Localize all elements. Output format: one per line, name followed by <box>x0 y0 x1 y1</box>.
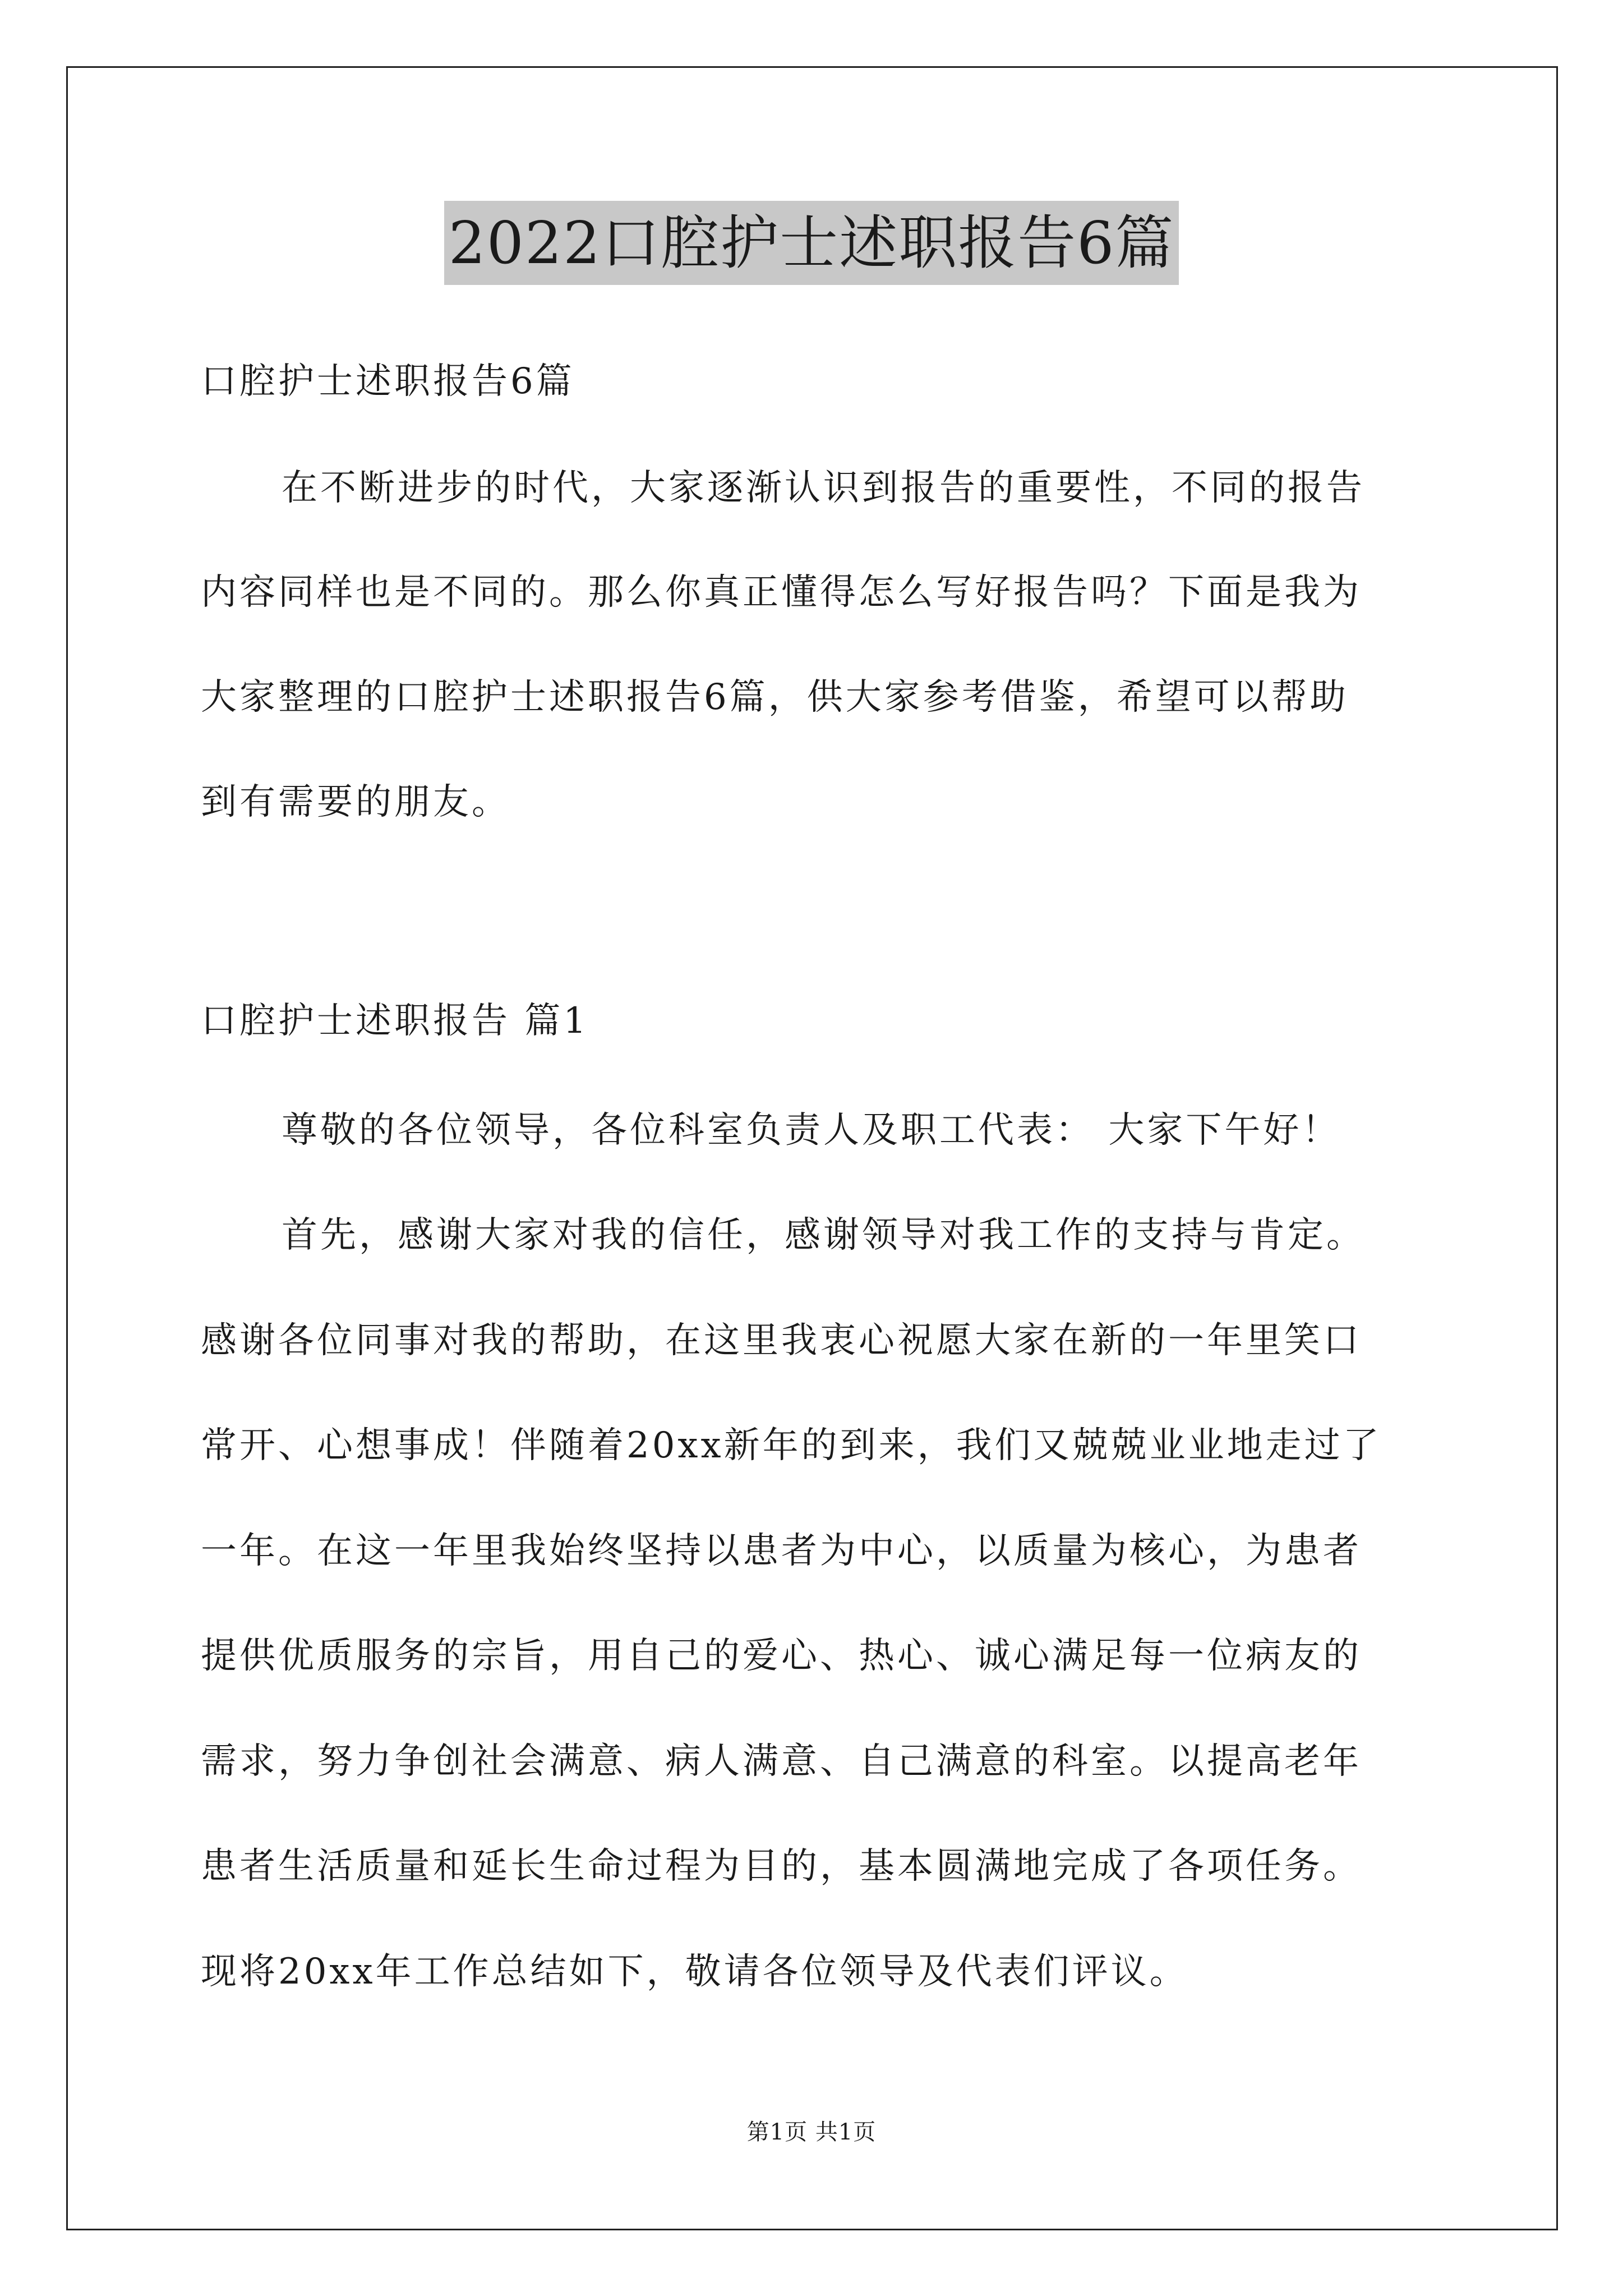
body-line: 提供优质服务的宗旨，用自己的爱心、热心、诚心满足每一位病友的 <box>201 1635 1362 1677</box>
title-container <box>0 201 1623 285</box>
body-line: 现将20xx年工作总结如下，敬请各位领导及代表们评议。 <box>201 1951 1188 1993</box>
page-footer: 第1页 共1页 <box>746 2119 877 2145</box>
document-title: 2022口腔护士述职报告6篇 <box>444 201 1179 285</box>
intro-line: 在不断进步的时代，大家逐渐认识到报告的重要性，不同的报告 <box>282 467 1365 509</box>
body-line: 患者生活质量和延长生命过程为目的，基本圆满地完成了各项任务。 <box>201 1846 1362 1887</box>
body-line: 需求，努力争创社会满意、病人满意、自己满意的科室。以提高老年 <box>201 1741 1362 1782</box>
salutation: 尊敬的各位领导，各位科室负责人及职工代表： 大家下午好！ <box>282 1110 1341 1151</box>
body-line: 一年。在这一年里我始终坚持以患者为中心，以质量为核心，为患者 <box>201 1530 1362 1572</box>
intro-line: 大家整理的口腔护士述职报告6篇，供大家参考借鉴，希望可以帮助 <box>201 677 1349 718</box>
intro-line: 到有需要的朋友。 <box>201 781 510 823</box>
section-heading: 口腔护士述职报告 篇1 <box>201 1000 589 1042</box>
document-subtitle: 口腔护士述职报告6篇 <box>201 361 575 402</box>
body-line: 感谢各位同事对我的帮助，在这里我衷心祝愿大家在新的一年里笑口 <box>201 1320 1362 1361</box>
body-line: 首先，感谢大家对我的信任，感谢领导对我工作的支持与肯定。 <box>282 1214 1365 1256</box>
intro-line: 内容同样也是不同的。那么你真正懂得怎么写好报告吗？下面是我为 <box>201 572 1362 613</box>
body-line: 常开、心想事成！伴随着20xx新年的到来，我们又兢兢业业地走过了 <box>201 1425 1382 1466</box>
